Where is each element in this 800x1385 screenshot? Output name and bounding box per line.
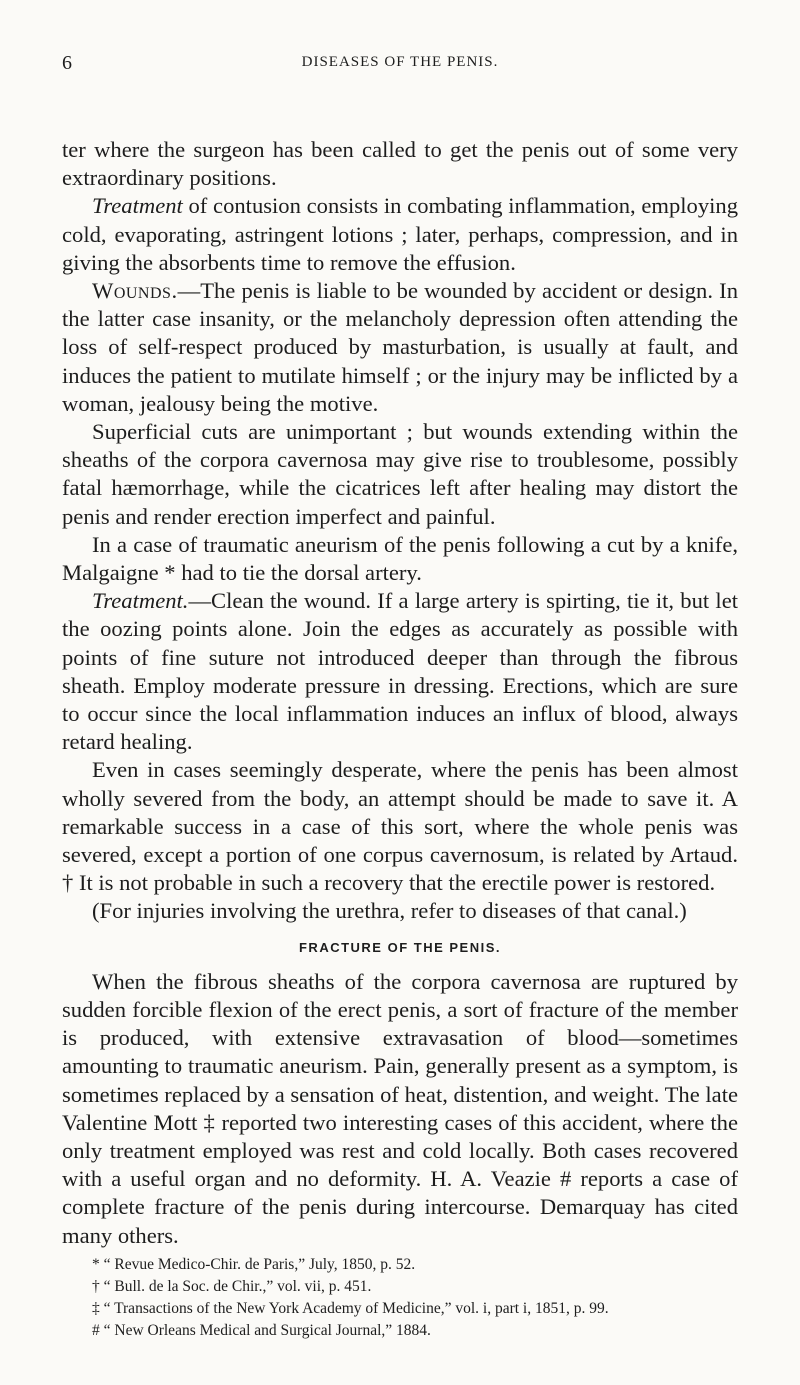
section-title: FRACTURE OF THE PENIS.: [298, 939, 501, 955]
paragraph-superficial-cuts: Superficial cuts are unimportant ; but wounds extending within the sheaths of the corpora cavernosa may give rise to troublesome, possibly fatal hæmorrhage, while the cicatrices left after healing may distort the penis and render erection imperfect and painful.: [62, 419, 738, 529]
footnote: † “ Bull. de la Soc. de Chir.,” vol. vii, p. 451.: [92, 1277, 372, 1295]
treatment-term: Treatment: [92, 193, 183, 219]
paragraph-severed: Even in cases seemingly desperate, where the penis has been almost wholly severed from the body, an attempt should be made to save it. A remarkable success in a case of this sort, where the whole penis was severed, except a portion of one corpus cavernosum, is related by Artaud. † It is not probable in such a recovery that the erectile power is restored.: [62, 757, 738, 896]
footnote: ‡ “ Transactions of the New York Academy of Medicine,” vol. i, part i, 1851, p. 99.: [92, 1299, 609, 1317]
page-header: [62, 52, 738, 80]
treatment-term: Treatment.: [92, 588, 189, 614]
paragraph-aneurism: In a case of traumatic aneurism of the penis following a cut by a knife, Malgaigne * had to tie the dorsal artery.: [62, 531, 738, 586]
footnote: * “ Revue Medico-Chir. de Paris,” July, 1850, p. 52.: [92, 1255, 416, 1273]
paragraph-urethra-note: (For injuries involving the urethra, refer to diseases of that canal.): [92, 898, 687, 924]
page-number: 6: [62, 52, 73, 74]
wounds-heading: Wounds.: [92, 278, 178, 304]
running-head: DISEASES OF THE PENIS.: [301, 54, 499, 70]
paragraph-continuation: ter where the surgeon has been called to get the penis out of some very extraordinary positions.: [62, 137, 738, 191]
paragraph-contusion-treatment: Treatment of contusion consists in combating inflammation, employing cold, evaporating, astringent lotions ; later, perhaps, compression, and in giving the absorbents time to remove the effusion.: [62, 193, 738, 275]
footnotes: [62, 1254, 738, 1342]
footnote: # “ New Orleans Medical and Surgical Journal,” 1884.: [92, 1321, 431, 1339]
paragraph-wound-treatment: Treatment.—Clean the wound. If a large artery is spirting, tie it, but let the oozing points alone. Join the edges as accurately as possible with points of fine suture not introduced deeper than through the fibrous sheath. Employ moderate pressure in dressing. Erections, which are sure to occur since the local inflammation induces an influx of blood, always retard healing.: [62, 588, 738, 755]
paragraph-wounds: Wounds.—The penis is liable to be wounded by accident or design. In the latter case insanity, or the melancholy depression often attending the loss of self-respect produced by masturbation, is usually at fault, and induces the patient to mutilate himself ; or the injury may be inflicted by a woman, jealousy being the motive.: [62, 278, 738, 416]
page-body: [62, 136, 738, 1342]
paragraph-fracture: When the fibrous sheaths of the corpora cavernosa are ruptured by sudden forcible flexion of the erect penis, a sort of fracture of the member is produced, with extensive extravasation of blood—sometimes amounting to traumatic aneurism. Pain, generally present as a symptom, is sometimes replaced by a sensation of heat, distention, and weight. The late Valentine Mott ‡ reported two interesting cases of this accident, where the only treatment employed was rest and cold locally. Both cases recovered with a useful organ and no deformity. H. A. Veazie # reports a case of complete fracture of the penis during intercourse. Demarquay has cited many others.: [62, 968, 738, 1248]
